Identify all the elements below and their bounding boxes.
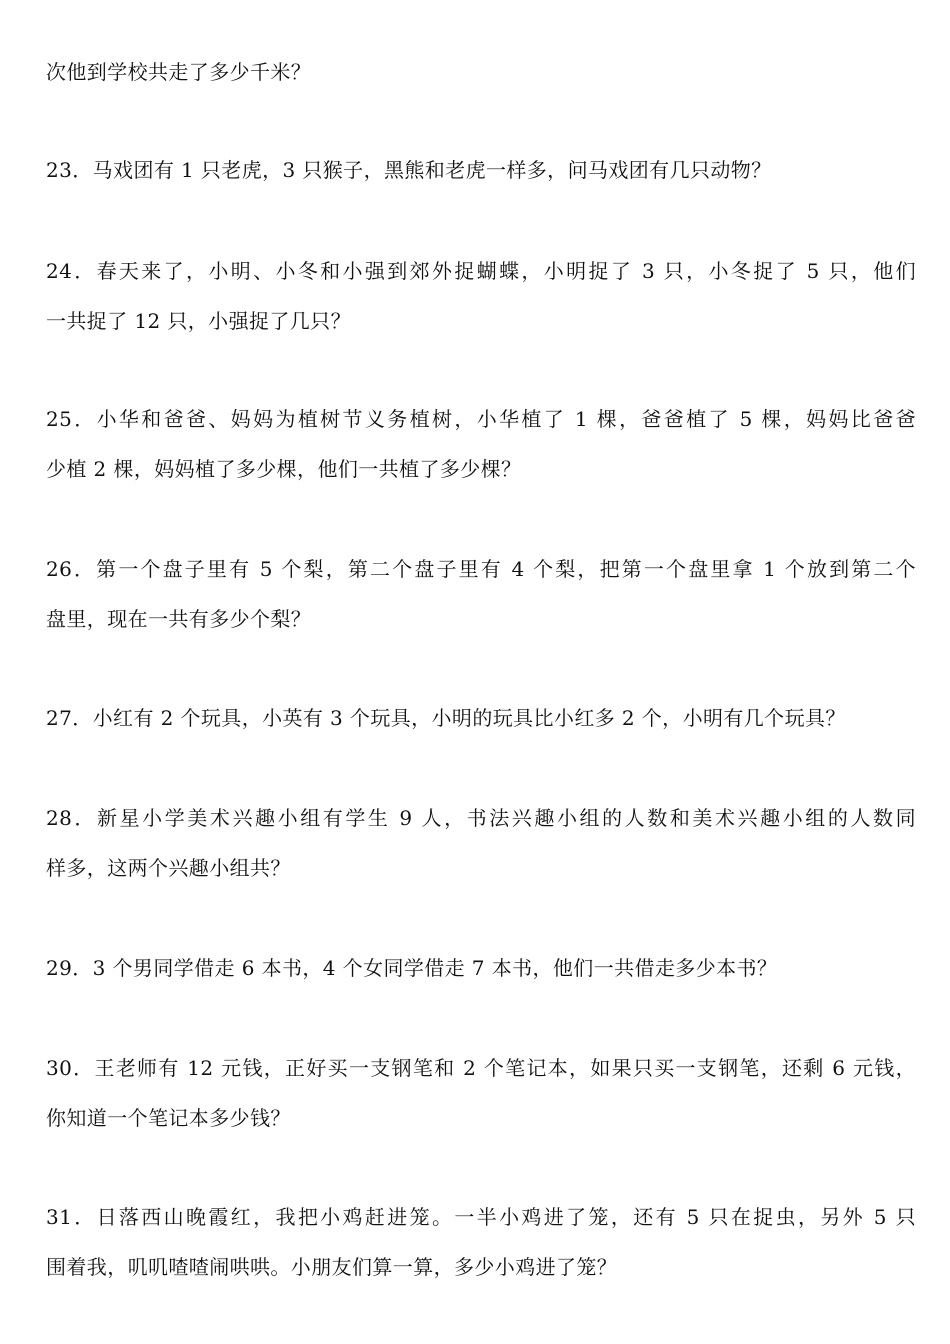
problem-22-line-2: 次他到学校共走了多少千米？ <box>46 60 312 84</box>
problem-28-line-1: 28．新星小学美术兴趣小组有学生 9 人，书法兴趣小组的人数和美术兴趣小组的人数同 <box>46 806 916 830</box>
problem-30-line-1: 30．王老师有 12 元钱，正好买一支钢笔和 2 个笔记本，如果只买一支钢笔，还剩 6 元钱， <box>46 1056 916 1080</box>
problem-26-line-2: 盘里，现在一共有多少个梨？ <box>46 607 312 631</box>
problem-31-line-1: 31．日落西山晚霞红，我把小鸡赶进笼。一半小鸡进了笼，还有 5 只在捉虫，另外 5 只 <box>46 1205 916 1229</box>
problem-30-line-2: 你知道一个笔记本多少钱？ <box>46 1106 291 1130</box>
problem-24-line-1: 24．春天来了，小明、小冬和小强到郊外捉蝴蝶，小明捉了 3 只，小冬捉了 5 只，他们 <box>46 259 916 283</box>
problem-23: 23．马戏团有 1 只老虎，3 只猴子，黑熊和老虎一样多，问马戏团有几只动物？ <box>46 158 772 182</box>
problem-25-line-2: 少植 2 棵，妈妈植了多少棵，他们一共植了多少棵？ <box>46 457 522 481</box>
problem-31-line-2: 围着我，叽叽喳喳闹哄哄。小朋友们算一算，多少小鸡进了笼？ <box>46 1255 618 1279</box>
problem-28-line-2: 样多，这两个兴趣小组共？ <box>46 856 291 880</box>
problem-24-line-2: 一共捉了 12 只，小强捉了几只？ <box>46 309 351 333</box>
problem-27: 27．小红有 2 个玩具，小英有 3 个玩具，小明的玩具比小红多 2 个，小明有几个玩具？ <box>46 706 846 730</box>
problem-26-line-1: 26．第一个盘子里有 5 个梨，第二个盘子里有 4 个梨，把第一个盘里拿 1 个放到第二个 <box>46 557 916 581</box>
problem-29: 29．3 个男同学借走 6 本书，4 个女同学借走 7 本书，他们一共借走多少本书？ <box>46 956 778 980</box>
problem-25-line-1: 25．小华和爸爸、妈妈为植树节义务植树，小华植了 1 棵，爸爸植了 5 棵，妈妈比爸爸 <box>46 407 916 431</box>
